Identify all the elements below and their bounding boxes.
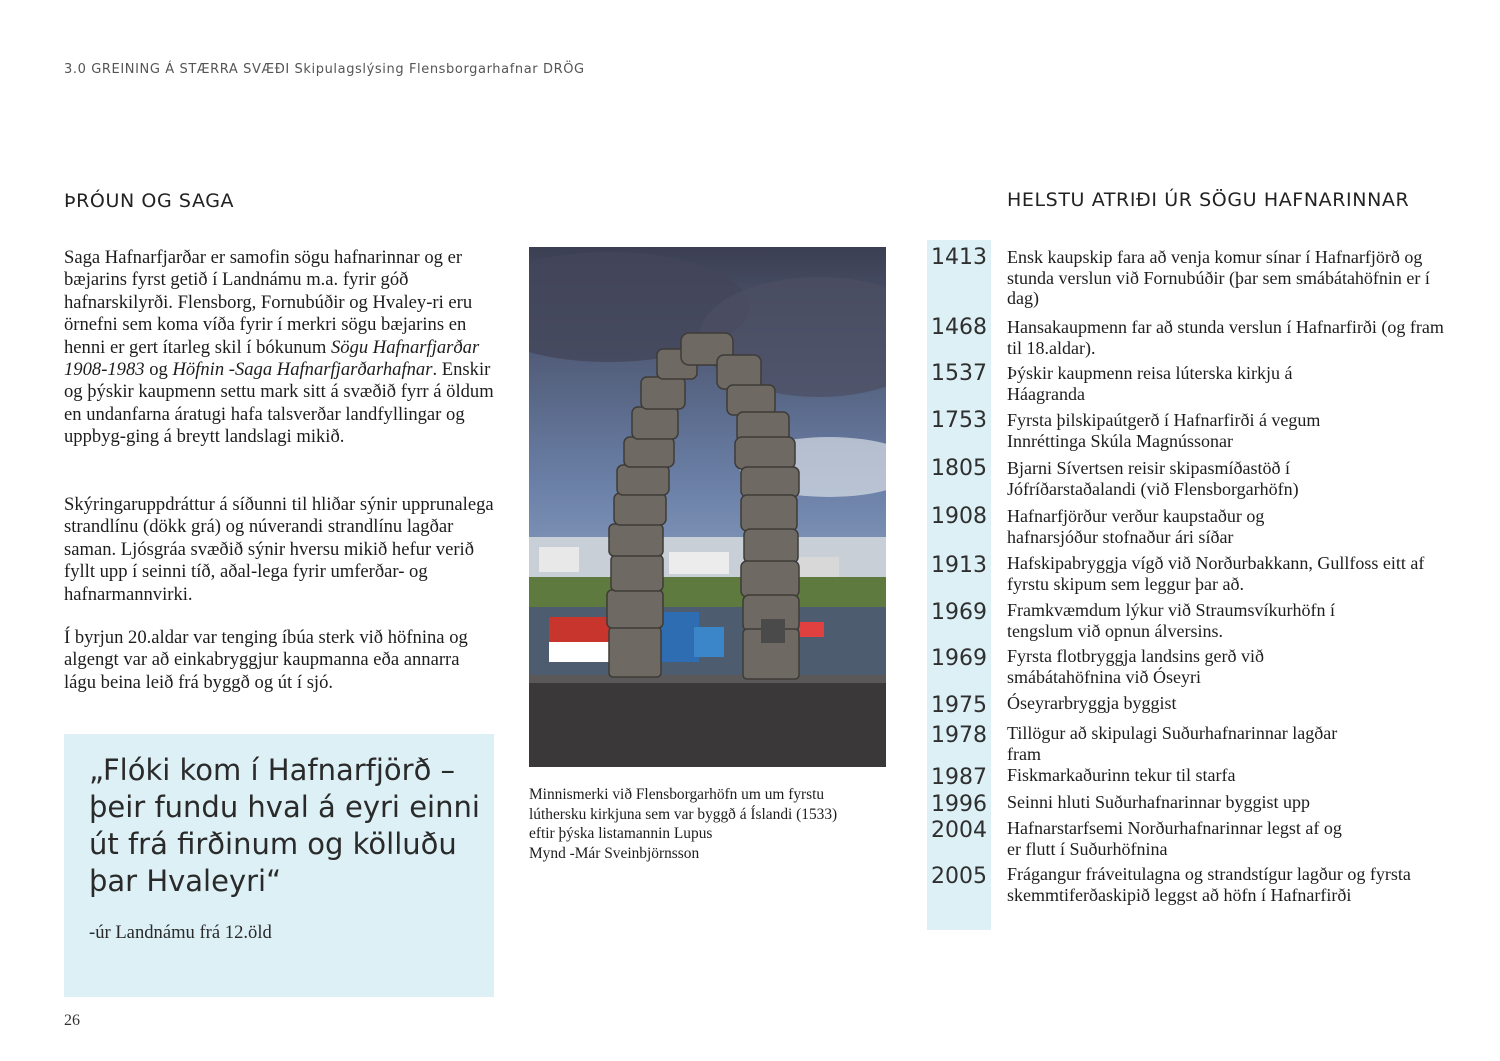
timeline-year: 1908 xyxy=(931,504,987,529)
caption-line: Mynd -Már Sveinbjörnsson xyxy=(529,844,700,862)
paragraph-history xyxy=(64,247,494,449)
timeline-text: Ensk kaupskip fara að venja komur sínar í Hafnarfjörð og stunda verslun við Fornubúðir (þar sem smábátahöfnin er í dag) xyxy=(1007,247,1430,309)
timeline-year: 1969 xyxy=(931,646,987,671)
timeline-text: Þýskir kaupmenn reisa lúterska kirkju á Háagranda xyxy=(1007,363,1293,404)
timeline-year: 1413 xyxy=(931,245,987,270)
paragraph-text: og xyxy=(144,359,173,381)
timeline-text: Seinni hluti Suðurhafnarinnar byggist upp xyxy=(1007,792,1310,812)
timeline-year: 1996 xyxy=(931,792,987,817)
quote-box xyxy=(64,734,494,997)
timeline-text: Bjarni Sívertsen reisir skipasmíðastöð í Jófríðarstaðalandi (við Flensborgarhöfn) xyxy=(1007,458,1299,499)
section-title-history: ÞRÓUN OG SAGA xyxy=(64,190,235,212)
paragraph-map-explanation xyxy=(64,494,494,606)
quote-source: -úr Landnámu frá 12.öld xyxy=(89,922,272,943)
timeline-year: 2004 xyxy=(931,818,987,843)
section-title-timeline: HELSTU ATRIÐI ÚR SÖGU HAFNARINNAR xyxy=(1007,189,1410,211)
paragraph-early-20th-century xyxy=(64,627,494,694)
paragraph-text: Í byrjun 20.aldar var tenging íbúa sterk við höfnina og algengt var að einkabryggjur kaupmanna eða annarra lágu beina leið frá byggð og út í sjó. xyxy=(64,627,468,693)
book-title: Sögu Hafnarfjarðar 1908-1983 xyxy=(64,336,480,381)
page-header: 3.0 GREINING Á STÆRRA SVÆÐI Skipulagslýsing Flensborgarhafnar DRÖG xyxy=(64,62,585,77)
timeline-text: Tillögur að skipulagi Suðurhafnarinnar lagðar fram xyxy=(1007,723,1338,764)
paragraph-text: Saga Hafnarfjarðar er samofin sögu hafnarinnar og er bæjarins fyrst getið í Landnámu m.a. fyrir góð hafnarskilyrði. Flensborg, Fornubúðir og Hvaley-ri eru örnefni sem koma víða fyrir í merkri sögu bæjarins en henni er gert ítarleg skil í bókunum xyxy=(64,247,473,358)
timeline-year: 1975 xyxy=(931,693,987,718)
timeline-year: 1753 xyxy=(931,408,987,433)
timeline-year: 1987 xyxy=(931,765,987,790)
caption-line: lúthersku kirkjuna sem var byggð á Íslandi (1533) xyxy=(529,805,838,823)
book-title: Höfnin -Saga Hafnarfjarðarhafnar xyxy=(172,359,433,381)
timeline-year: 1805 xyxy=(931,456,987,481)
timeline-text: Hafnarstarfsemi Norðurhafnarinnar legst af og er flutt í Suðurhöfnina xyxy=(1007,818,1342,859)
timeline-text: Fyrsta þilskipaútgerð í Hafnarfirði á vegum Innréttinga Skúla Magnússonar xyxy=(1007,410,1321,451)
timeline-text: Framkvæmdum lýkur við Straumsvíkurhöfn í tengslum við opnun álversins. xyxy=(1007,600,1335,641)
timeline-year: 1913 xyxy=(931,553,987,578)
quote-text: „Flóki kom í Hafnarfjörð –þeir fundu hval á eyri einni út frá firðinum og kölluðu þar Hvaleyri“ xyxy=(89,753,480,898)
timeline-year: 1969 xyxy=(931,600,987,625)
photo-caption xyxy=(529,785,899,863)
paragraph-text: . Enskir og þýskir kaupmenn settu mark sitt á svæðið fyrr á öldum en undanfarna áratugi hafa talsverðar landfyllingar og uppbyg-ging á breytt landslagi mikið. xyxy=(64,359,494,448)
timeline-text: Óseyrarbryggja byggist xyxy=(1007,693,1177,713)
timeline-text: Frágangur fráveitulagna og strandstígur lagður og fyrsta skemmtiferðaskipið leggst að höfn í Hafnarfirði xyxy=(1007,864,1411,905)
page-number: 26 xyxy=(64,1012,80,1029)
timeline-year: 1978 xyxy=(931,723,987,748)
caption-line: Minnismerki við Flensborgarhöfn um um fyrstu xyxy=(529,786,825,803)
paragraph-text: Skýringaruppdráttur á síðunni til hliðar sýnir upprunalega strandlínu (dökk grá) og núverandi strandlínu lagðar saman. Ljósgráa svæðið sýnir hversu mikið hefur verið fyllt upp í seinni tíð, aðal-lega fyrir umferðar- og hafnarmannvirki. xyxy=(64,494,494,605)
timeline-text: Hafskipabryggja vígð við Norðurbakkann, Gullfoss eitt af fyrstu skipum sem leggur þar að. xyxy=(1007,553,1425,594)
timeline-year: 2005 xyxy=(931,864,987,889)
timeline-text: Fiskmarkaðurinn tekur til starfa xyxy=(1007,765,1236,785)
caption-line: eftir þýska listamannin Lupus xyxy=(529,825,713,843)
timeline-text: Hafnarfjörður verður kaupstaður og hafnarsjóður stofnaður ári síðar xyxy=(1007,506,1265,547)
timeline-year: 1468 xyxy=(931,315,987,340)
monument-photo xyxy=(529,247,886,767)
timeline-text: Fyrsta flotbryggja landsins gerð við smábátahöfnina við Óseyri xyxy=(1007,646,1264,687)
timeline-year: 1537 xyxy=(931,361,987,386)
timeline-text: Hansakaupmenn far að stunda verslun í Hafnarfirði (og fram til 18.aldar). xyxy=(1007,317,1444,358)
